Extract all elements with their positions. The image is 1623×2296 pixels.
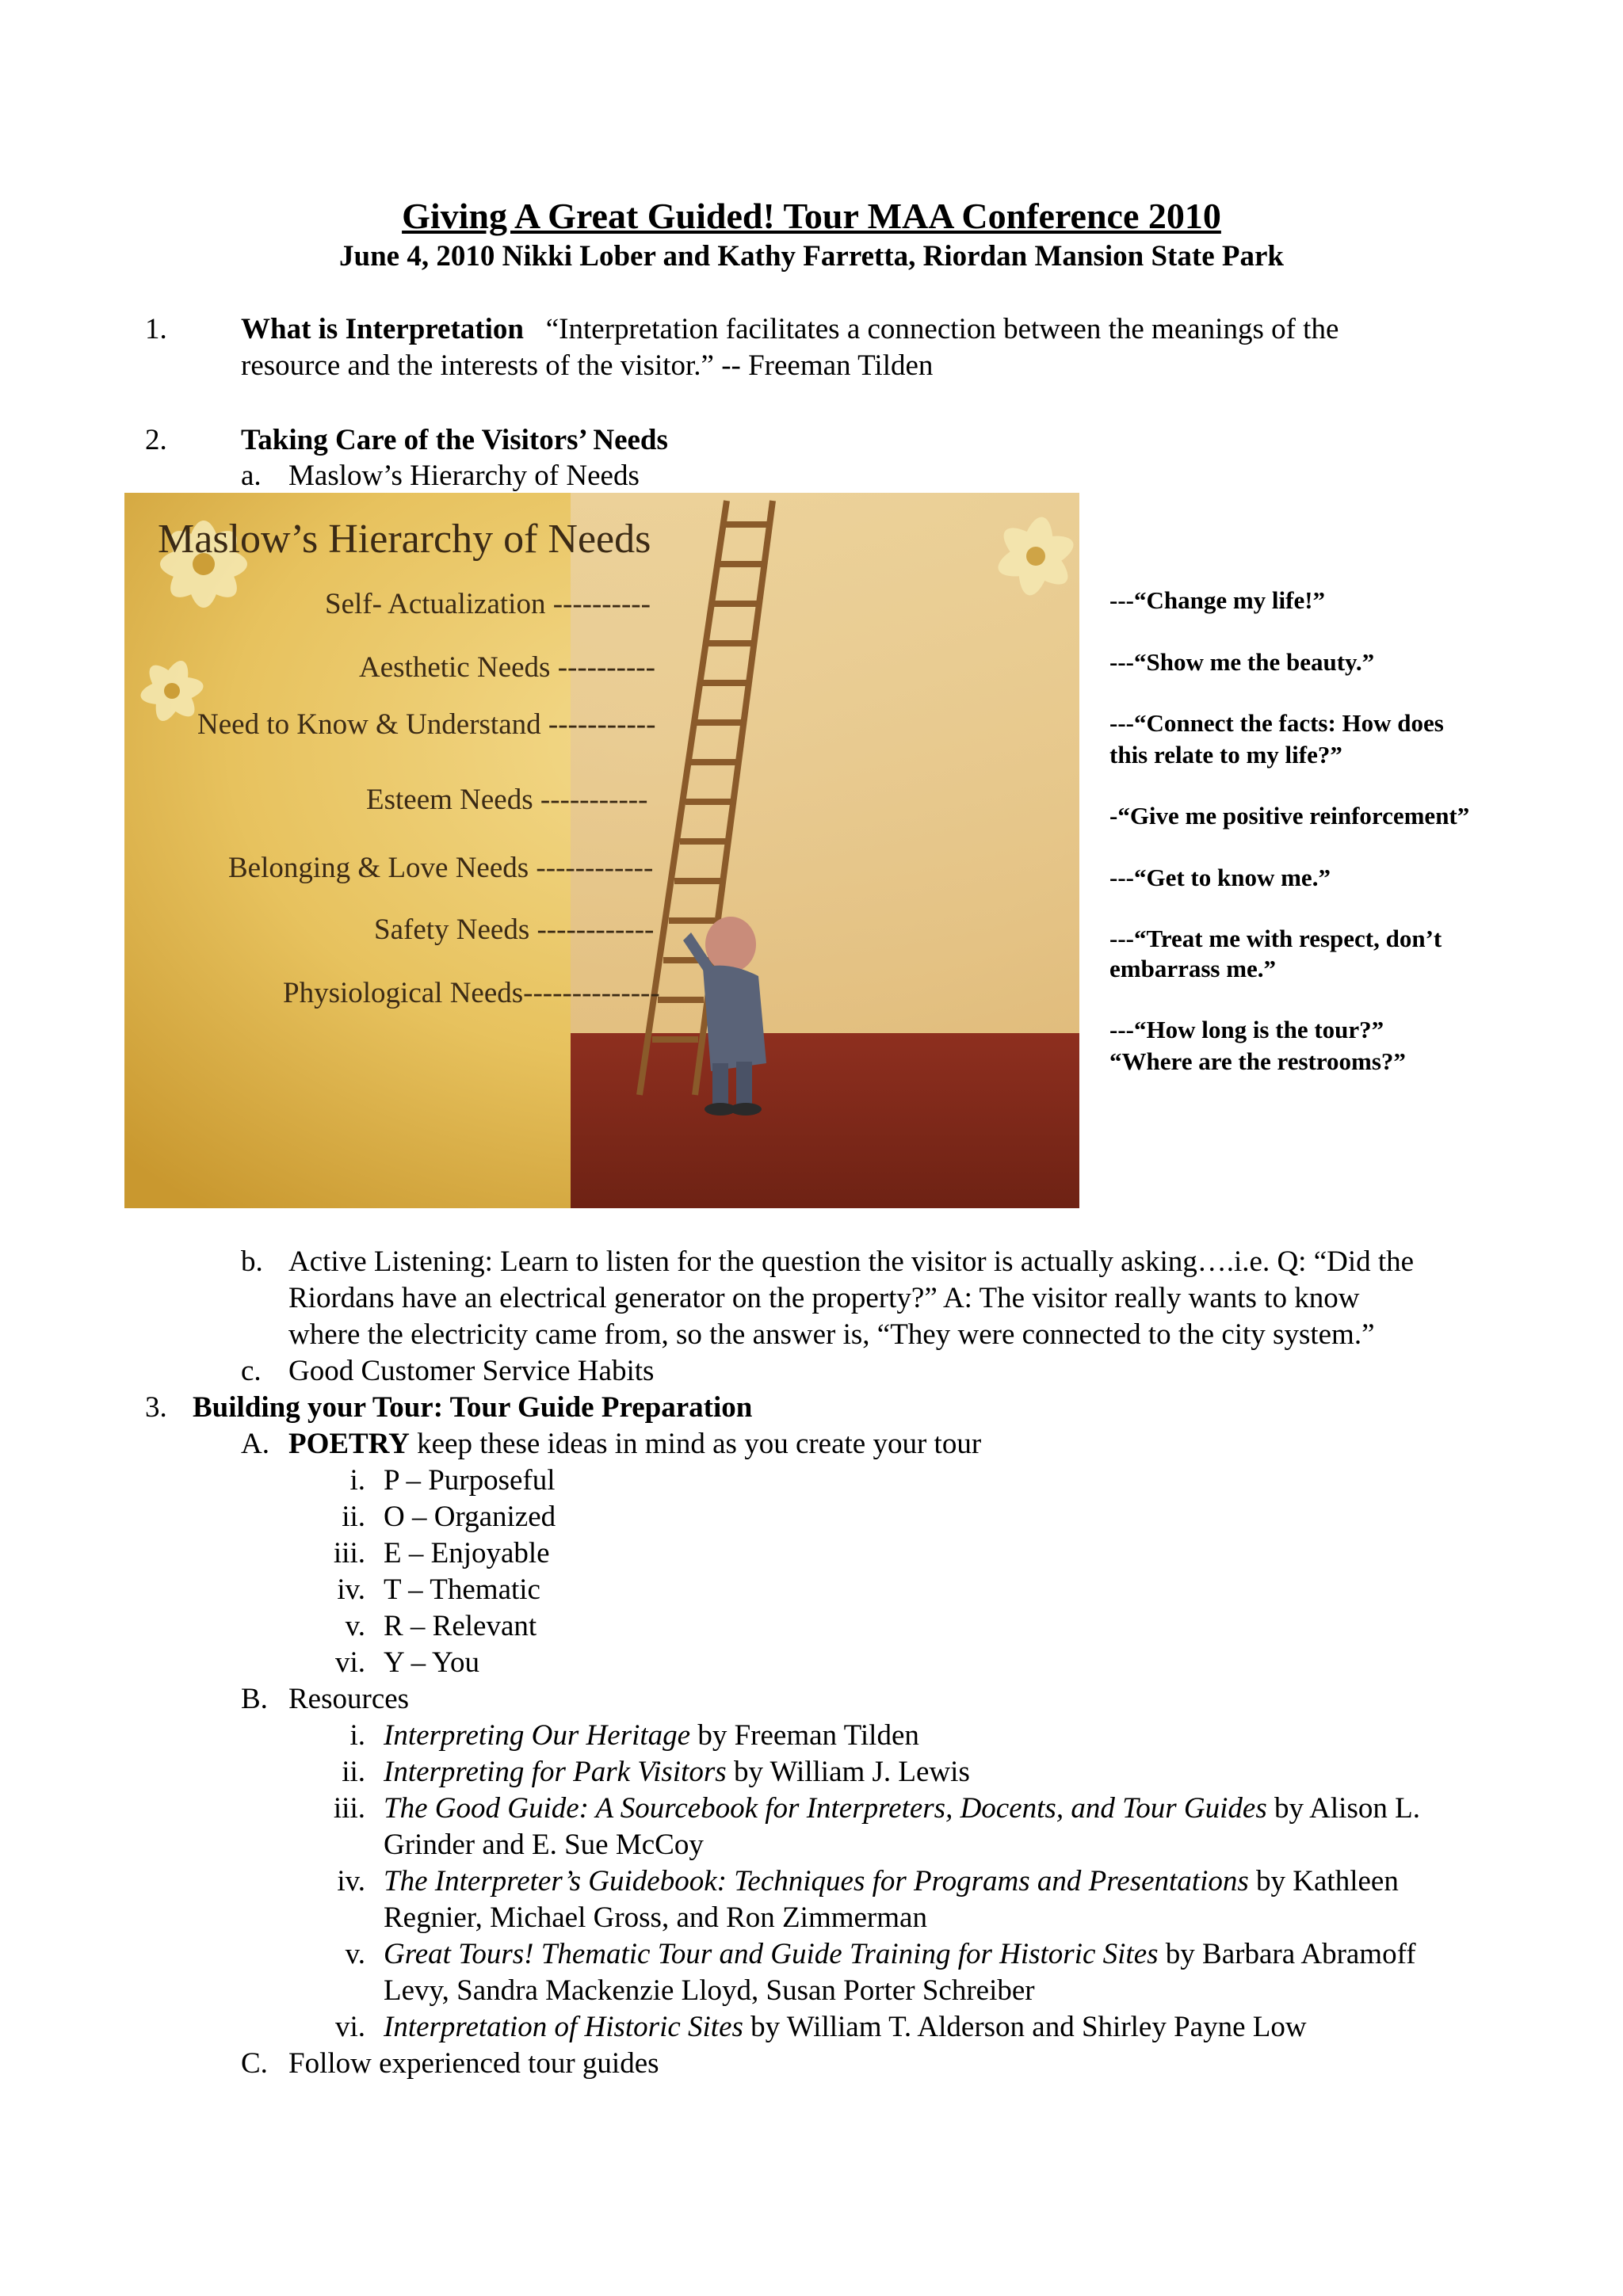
poetry-description: keep these ideas in mind as you create your tour — [409, 1428, 982, 1460]
resource-numeral: ii. — [342, 1756, 365, 1788]
section1-quote-line1: “Interpretation facilitates a connection between the meanings of the — [545, 313, 1339, 345]
maslow-hierarchy-image — [124, 493, 1079, 1208]
section1-quote-line2: resource and the interests of the visitor.” -- Freeman Tilden — [241, 349, 934, 382]
resource-author: by William T. Alderson and Shirley Payne Low — [743, 2011, 1307, 2043]
quote-physiological-line2: “Where are the restrooms?” — [1109, 1047, 1406, 1075]
resource-item — [384, 1791, 1420, 1827]
resource-item — [384, 1754, 970, 1791]
resource-numeral: iii. — [333, 1792, 365, 1825]
poetry-label: POETRY — [288, 1428, 410, 1460]
section3-C-marker: C. — [241, 2047, 268, 2080]
resource-author: by Alison L. — [1266, 1792, 1420, 1825]
poetry-item: Y – You — [384, 1646, 479, 1679]
section2-a-text: Maslow’s Hierarchy of Needs — [288, 460, 640, 492]
section1-number: 1. — [145, 313, 167, 345]
quote-know-understand-line1: ---“Connect the facts: How does — [1109, 709, 1444, 737]
resource-numeral: v. — [345, 1938, 365, 1970]
section3-A-text — [288, 1426, 981, 1463]
resource-item — [384, 2009, 1307, 2046]
poetry-numeral: vi. — [334, 1646, 365, 1679]
section2-a-marker: a. — [241, 460, 262, 492]
section2-number: 2. — [145, 424, 167, 456]
poetry-numeral: v. — [345, 1610, 365, 1642]
resource-title: Interpreting for Park Visitors — [384, 1756, 727, 1788]
quote-self-actualization: ---“Change my life!” — [1109, 586, 1326, 614]
section2-b-line3: where the electricity came from, so the answer is, “They were connected to the city system.” — [288, 1318, 1375, 1351]
section3-number: 3. — [145, 1391, 167, 1424]
poetry-numeral: i. — [349, 1464, 365, 1497]
quote-safety-line1: ---“Treat me with respect, don’t — [1109, 925, 1442, 952]
quote-belonging: ---“Get to know me.” — [1109, 864, 1331, 891]
section3-B-marker: B. — [241, 1683, 268, 1715]
section2-b-marker: b. — [241, 1245, 263, 1278]
section1-line1 — [241, 311, 1338, 348]
poetry-item: P – Purposeful — [384, 1464, 556, 1497]
poetry-numeral: iii. — [333, 1537, 365, 1569]
poetry-item: E – Enjoyable — [384, 1537, 550, 1569]
section3-A-marker: A. — [241, 1428, 269, 1460]
section3-B-text: Resources — [288, 1683, 410, 1715]
section1-heading: What is Interpretation — [241, 313, 524, 345]
resource-author: by Barbara Abramoff — [1158, 1938, 1416, 1970]
resource-title: Interpretation of Historic Sites — [384, 2011, 743, 2043]
resource-item — [384, 1718, 919, 1754]
quote-physiological-line1: ---“How long is the tour?” — [1109, 1016, 1384, 1043]
section3-heading: Building your Tour: Tour Guide Preparation — [193, 1391, 753, 1424]
figure-level-4: Esteem Needs ----------- — [366, 784, 648, 816]
poetry-item: T – Thematic — [384, 1573, 540, 1606]
figure-level-7: Physiological Needs-------------- — [283, 977, 660, 1009]
section2-heading: Taking Care of the Visitors’ Needs — [241, 424, 668, 456]
poetry-numeral: iv. — [337, 1573, 365, 1606]
quote-esteem: -“Give me positive reinforcement” — [1109, 802, 1470, 830]
poetry-item: R – Relevant — [384, 1610, 537, 1642]
resource-numeral: iv. — [337, 1865, 365, 1897]
poetry-numeral: ii. — [342, 1501, 365, 1533]
figure-level-2: Aesthetic Needs ---------- — [359, 651, 655, 684]
resource-item — [384, 1863, 1399, 1900]
resource-item — [384, 1936, 1416, 1973]
resource-author-continued: Regnier, Michael Gross, and Ron Zimmerman — [384, 1901, 927, 1934]
figure-title: Maslow’s Hierarchy of Needs — [158, 517, 651, 562]
resource-author-continued: Levy, Sandra Mackenzie Lloyd, Susan Porter Schreiber — [384, 1974, 1035, 2007]
quote-aesthetic: ---“Show me the beauty.” — [1109, 648, 1375, 676]
section2-b-line1: Active Listening: Learn to listen for the question the visitor is actually asking….i.e. Q: “Did the — [288, 1245, 1415, 1278]
figure-level-3: Need to Know & Understand ----------- — [197, 708, 656, 741]
poetry-item: O – Organized — [384, 1501, 556, 1533]
figure-level-6: Safety Needs ------------ — [374, 913, 655, 946]
resource-numeral: i. — [349, 1719, 365, 1752]
resource-title: The Interpreter’s Guidebook: Techniques for Programs and Presentations — [384, 1865, 1249, 1897]
resource-author-continued: Grinder and E. Sue McCoy — [384, 1829, 704, 1861]
section2-c-marker: c. — [241, 1355, 262, 1387]
resource-author: by William J. Lewis — [726, 1756, 970, 1788]
resource-numeral: vi. — [334, 2011, 365, 2043]
resource-title: The Good Guide: A Sourcebook for Interpreters, Docents, and Tour Guides — [384, 1792, 1267, 1825]
document-subtitle: June 4, 2010 Nikki Lober and Kathy Farretta, Riordan Mansion State Park — [339, 240, 1284, 273]
resource-author: by Kathleen — [1248, 1865, 1399, 1897]
section3-C-text: Follow experienced tour guides — [288, 2047, 659, 2080]
section2-c-text: Good Customer Service Habits — [288, 1355, 655, 1387]
section2-b-line2: Riordans have an electrical generator on the property?” A: The visitor really wants to know — [288, 1282, 1360, 1314]
figure-level-5: Belonging & Love Needs ------------ — [228, 852, 654, 884]
document-title: Giving A Great Guided! Tour MAA Conference 2010 — [402, 196, 1221, 236]
quote-know-understand-line2: this relate to my life?” — [1109, 741, 1342, 769]
figure-level-1: Self- Actualization ---------- — [325, 588, 651, 620]
quote-safety-line2: embarrass me.” — [1109, 955, 1277, 982]
resource-title: Interpreting Our Heritage — [384, 1719, 691, 1752]
resource-author: by Freeman Tilden — [690, 1719, 919, 1752]
resource-title: Great Tours! Thematic Tour and Guide Training for Historic Sites — [384, 1938, 1159, 1970]
